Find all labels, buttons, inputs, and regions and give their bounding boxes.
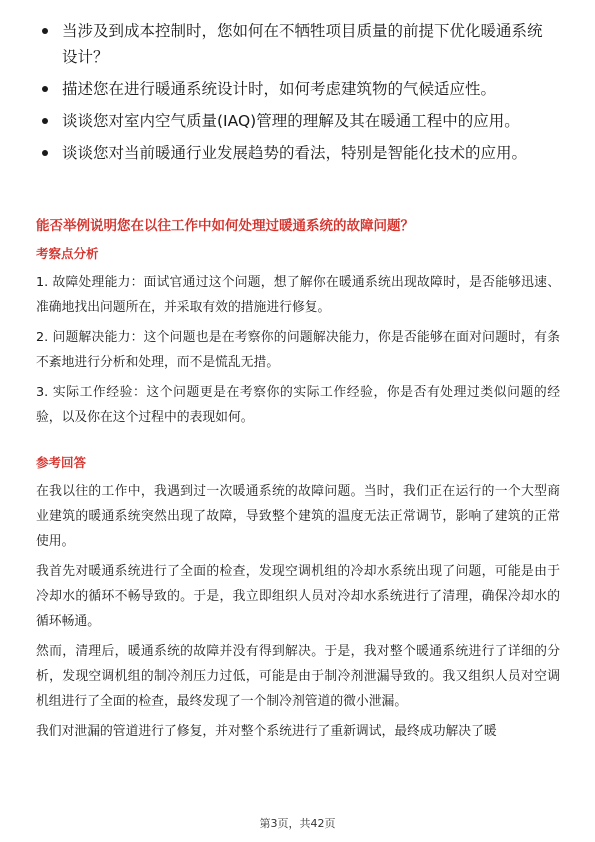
analysis-paragraph: 2. 问题解决能力：这个问题也是在考察你的问题解决能力，你是否能够在面对问题时，有条不紊地进行分析和处理，而不是慌乱无措。 [36, 330, 560, 370]
answer-title: 参考回答 [36, 455, 87, 470]
question-bullet-list [36, 18, 556, 172]
bullet-item: 当涉及到成本控制时，您如何在不牺牲项目质量的前提下优化暖通系统设计？ [36, 18, 556, 70]
answer-paragraph: 在我以往的工作中，我遇到过一次暖通系统的故障问题。当时，我们正在运行的一个大型商业建筑的暖通系统突然出现了故障，导致整个建筑的温度无法正常调节，影响了建筑的正常使用。 [36, 484, 560, 549]
question-heading: 能否举例说明您在以往工作中如何处理过暖通系统的故障问题？ [36, 218, 414, 234]
page-number-footer: 第3页，共42页 [259, 817, 336, 830]
bullet-dot-icon [42, 150, 48, 156]
answer-paragraph: 我们对泄漏的管道进行了修复，并对整个系统进行了重新调试，最终成功解决了暖 [36, 724, 497, 739]
bullet-dot-icon [42, 86, 48, 92]
answer-paragraph: 我首先对暖通系统进行了全面的检查，发现空调机组的冷却水系统出现了问题，可能是由于冷却水的循环不畅导致的。于是，我立即组织人员对冷却水系统进行了清理，确保冷却水的循环畅通。 [36, 564, 560, 629]
bullet-dot-icon [42, 118, 48, 124]
analysis-paragraph: 3. 实际工作经验：这个问题更是在考察你的实际工作经验，你是否有处理过类似问题的经验，以及你在这个过程中的表现如何。 [36, 385, 560, 425]
bullet-item: 谈谈您对当前暖通行业发展趋势的看法，特别是智能化技术的应用。 [36, 140, 556, 166]
bullet-item: 描述您在进行暖通系统设计时，如何考虑建筑物的气候适应性。 [36, 76, 556, 102]
answer-section [36, 479, 560, 749]
answer-paragraph: 然而，清理后，暖通系统的故障并没有得到解决。于是，我对整个暖通系统进行了详细的分析，发现空调机组的制冷剂压力过低，可能是由于制冷剂泄漏导致的。我又组织人员对空调机组进行了全面的检查，最终发现了一个制冷剂管道的微小泄漏。 [36, 644, 560, 709]
bullet-item: 谈谈您对室内空气质量(IAQ)管理的理解及其在暖通工程中的应用。 [36, 108, 556, 134]
analysis-section [36, 270, 560, 435]
analysis-title: 考察点分析 [36, 246, 99, 261]
analysis-paragraph: 1. 故障处理能力：面试官通过这个问题，想了解你在暖通系统出现故障时，是否能够迅速、准确地找出问题所在，并采取有效的措施进行修复。 [36, 275, 560, 315]
bullet-dot-icon [42, 28, 48, 34]
